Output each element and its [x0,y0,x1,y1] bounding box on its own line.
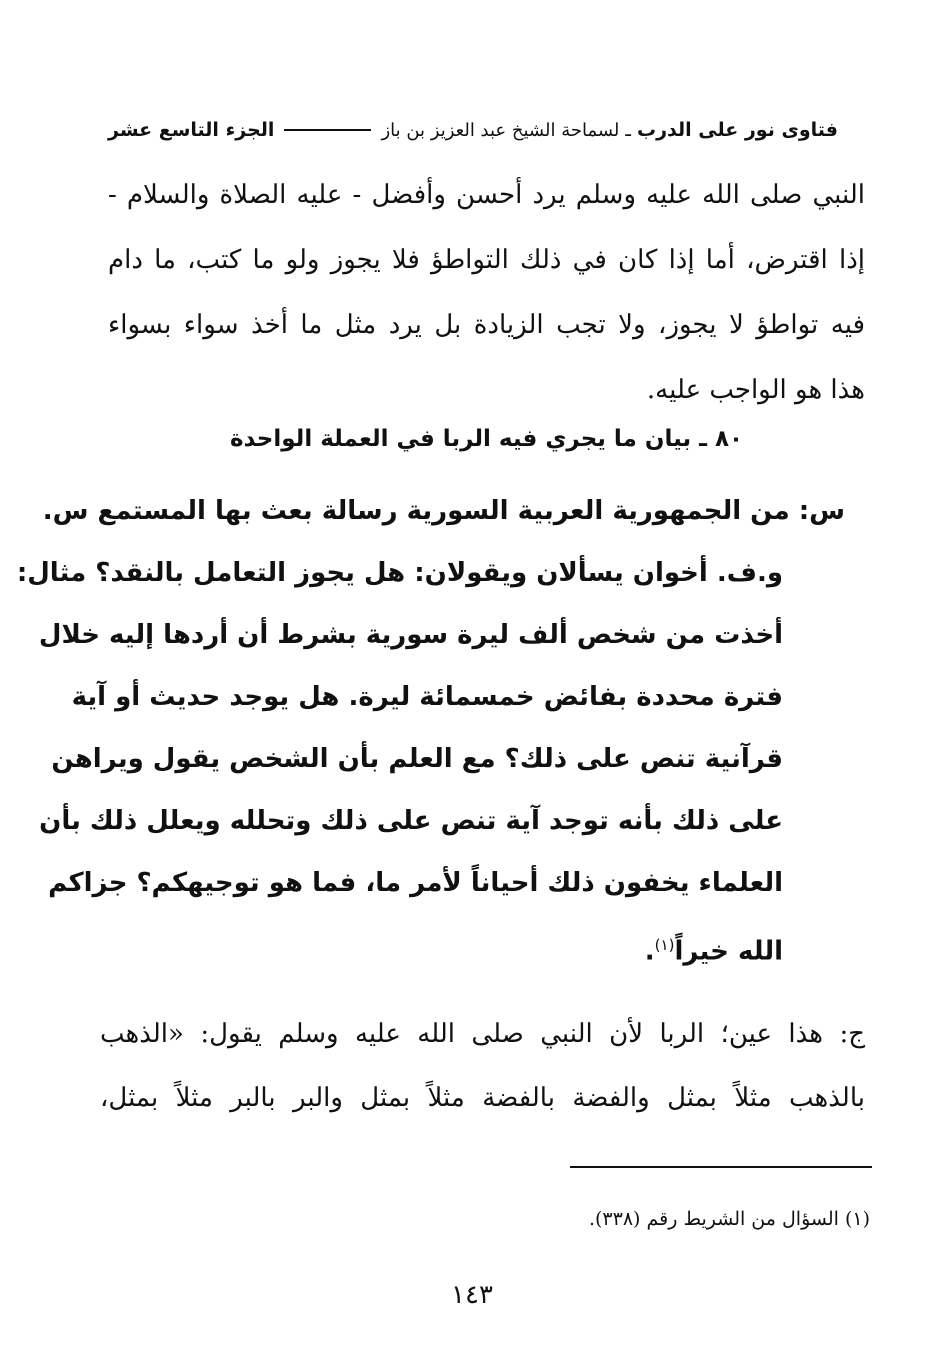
header-separator: ـ [625,119,631,141]
footnote-separator [570,1166,872,1168]
header-rule [284,129,371,131]
question-line: س: من الجمهورية العربية السورية رسالة بعث بها المستمع س. [42,496,845,526]
paragraph-continued [108,163,865,423]
text-line: النبي صلى الله عليه وسلم يرد أحسن وأفضل - عليه الصلاة والسلام - [108,180,865,210]
header-part: الجزء التاسع عشر [108,119,275,141]
question-last-line [100,914,845,976]
question-line: فترة محددة بفائض خمسمائة ليرة. هل يوجد حديث أو آية [71,682,783,712]
question-end-punctuation: . [644,936,655,967]
text-line: إذا اقترض، أما إذا كان في ذلك التواطؤ فلا يجوز ولو ما كتب، ما دام [108,245,865,275]
footnote-reference: (١) [654,936,675,954]
text-line: هذا هو الواجب عليه. [646,375,865,405]
question-paragraph [16,480,845,976]
answer-line: ج: هذا عين؛ الربا لأن النبي صلى الله عليه وسلم يقول: «الذهب [100,1019,865,1049]
question-line: العلماء يخفون ذلك أحياناً لأمر ما، فما هو توجيهكم؟ جزاكم [48,868,783,898]
header-book-title: فتاوى نور على الدرب [637,119,838,141]
text-line: فيه تواطؤ لا يجوز، ولا تجب الزيادة بل يرد مثل ما أخذ سواء بسواء [108,310,866,340]
header-author: لسماحة الشيخ عبد العزيز بن باز [381,119,620,141]
question-line: قرآنية تنص على ذلك؟ مع العلم بأن الشخص يقول ويراهن [51,744,783,774]
question-line: على ذلك بأنه توجد آية تنص على ذلك وتحلله ويعلل ذلك بأن [39,806,783,836]
running-header [108,110,838,150]
page-number: ١٤٣ [451,1280,493,1310]
footnote: (١) السؤال من الشريط رقم (٣٣٨). [588,1208,870,1230]
question-line-text: الله خيراً [674,936,783,967]
question-line: و.ف. أخوان يسألان ويقولان: هل يجوز التعامل بالنقد؟ مثال: [16,558,783,588]
section-heading: ٨٠ ـ بيان ما يجري فيه الربا في العملة الواحدة [229,426,744,452]
answer-line: بالذهب مثلاً بمثل والفضة بالفضة مثلاً بمثل والبر بالبر مثلاً بمثل، [100,1083,865,1113]
answer-paragraph [100,1002,865,1130]
question-line: أخذت من شخص ألف ليرة سورية بشرط أن أردها إليه خلال [38,620,783,650]
